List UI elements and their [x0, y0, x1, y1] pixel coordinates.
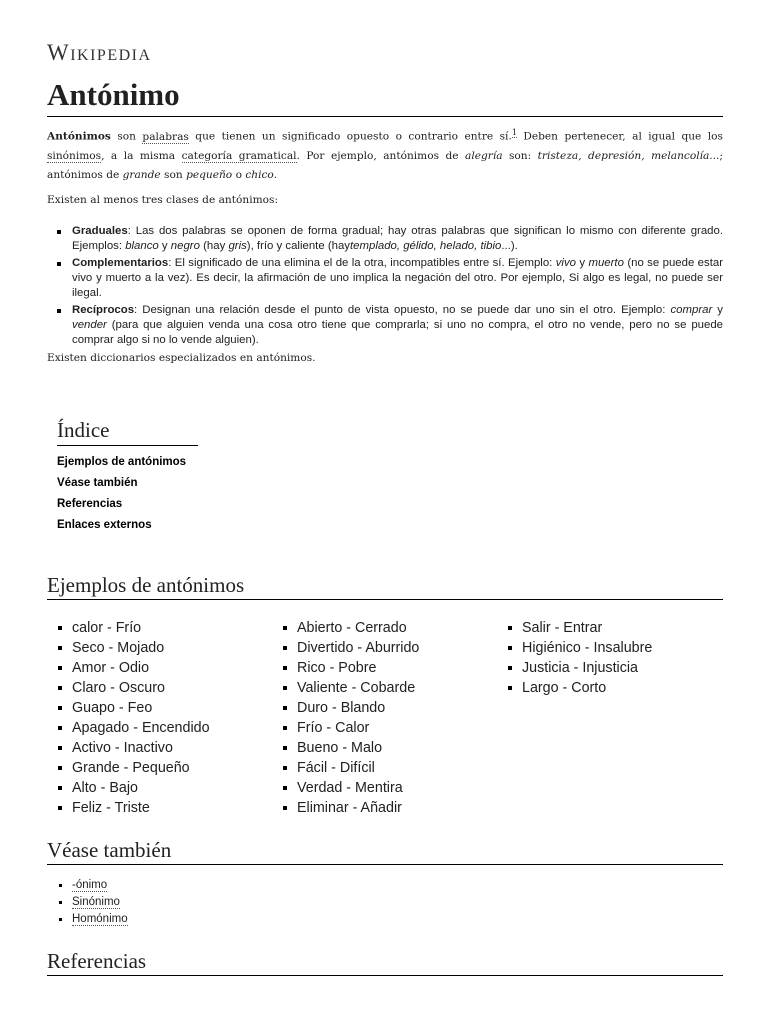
list-item: Verdad - Mentira — [272, 778, 419, 798]
intro-text: , a la misma — [101, 149, 182, 162]
list-item: Activo - Inactivo — [47, 738, 210, 758]
list-item: Justicia - Injusticia — [497, 658, 652, 678]
examples-column-1 — [47, 618, 210, 818]
link-palabras[interactable]: palabras — [142, 130, 189, 143]
list-item — [72, 224, 723, 254]
type-text: : Designan una relación desde el punto de vista opuesto, no se puede dar uno sin el otro. Ejemplo: — [134, 304, 671, 316]
list-item: Alto - Bajo — [47, 778, 210, 798]
list-item: Eliminar - Añadir — [272, 798, 419, 818]
toc-item-referencias[interactable]: Referencias — [57, 498, 123, 510]
link-sinonimos[interactable]: sinónimos — [47, 149, 102, 162]
link-homonimo[interactable]: Homónimo — [72, 913, 128, 925]
list-item — [47, 911, 128, 928]
list-item: Claro - Oscuro — [47, 678, 210, 698]
type-text: ), frío y caliente (hay — [246, 240, 350, 252]
type-text: (para que alguien venda una cosa otro tiene que comprarla; si uno no compra, el otro no vende, pero no se puede comprar algo si no lo vende alguien). — [72, 319, 723, 346]
intro-text: que tienen un significado opuesto o contrario entre sí. — [188, 130, 512, 143]
link-sinonimo[interactable]: Sinónimo — [72, 896, 120, 908]
examples-column-2 — [272, 618, 419, 818]
list-item — [72, 303, 723, 348]
wikipedia-logo[interactable]: Wikipedia — [47, 40, 152, 65]
list-item: Amor - Odio — [47, 658, 210, 678]
intro-text: son: — [502, 149, 538, 162]
classes-intro: Existen al menos tres clases de antónimos: — [47, 194, 279, 206]
type-example: comprar — [670, 304, 713, 316]
list-item: Divertido - Aburrido — [272, 638, 419, 658]
toc-item-ejemplos[interactable]: Ejemplos de antónimos — [57, 456, 187, 468]
list-item: calor - Frío — [47, 618, 210, 638]
type-example: negro — [170, 240, 200, 252]
list-item: Bueno - Malo — [272, 738, 419, 758]
type-text: y — [158, 240, 171, 252]
page-title: Antónimo — [47, 78, 723, 117]
type-example: muerto — [588, 257, 624, 269]
intro-example: alegría — [465, 149, 503, 162]
antonym-types-list — [47, 224, 723, 350]
intro-example: pequeño — [186, 168, 233, 181]
section-heading-vease: Véase también — [47, 838, 723, 865]
intro-text: . Por ejemplo, antónimos de — [296, 149, 465, 162]
list-item: Fácil - Difícil — [272, 758, 419, 778]
reference-link[interactable]: 1 — [511, 128, 517, 137]
list-item: Duro - Blando — [272, 698, 419, 718]
list-item: Higiénico - Insalubre — [497, 638, 652, 658]
intro-text: o — [232, 168, 246, 181]
intro-text: ; antónimos de — [47, 149, 723, 181]
list-item: Grande - Pequeño — [47, 758, 210, 778]
list-item — [72, 256, 723, 301]
type-example: vivo — [555, 257, 576, 269]
list-item: Largo - Corto — [497, 678, 652, 698]
type-text: ...). — [501, 240, 518, 252]
type-term: Graduales — [72, 225, 128, 237]
section-heading-referencias: Referencias — [47, 949, 723, 976]
type-text: y — [712, 304, 723, 316]
examples-column-3 — [497, 618, 652, 698]
type-text: : El significado de una elimina el de la otra, incompatibles entre sí. Ejemplo: — [168, 257, 556, 269]
list-item: Guapo - Feo — [47, 698, 210, 718]
toc-title: Índice — [57, 418, 198, 446]
intro-text: son — [110, 130, 143, 143]
list-item — [47, 894, 128, 911]
intro-term: Antónimos — [47, 130, 111, 143]
type-term: Complementarios — [72, 257, 169, 269]
list-item — [47, 877, 128, 894]
type-term: Recíprocos — [72, 304, 135, 316]
list-item: Salir - Entrar — [497, 618, 652, 638]
type-example: gris — [228, 240, 247, 252]
type-example: vender — [72, 319, 107, 331]
intro-example: tristeza, depresión, melancolía... — [537, 149, 720, 162]
list-item: Apagado - Encendido — [47, 718, 210, 738]
type-example: blanco — [125, 240, 159, 252]
type-text: : Las dos palabras se oponen de forma gradual; hay otras palabras que significan lo mismo con diferente grado. Ejemplos: — [72, 225, 723, 252]
table-of-contents — [57, 418, 198, 536]
intro-example: chico — [245, 168, 274, 181]
see-also-list — [47, 877, 128, 928]
list-item: Valiente - Cobarde — [272, 678, 419, 698]
toc-item-vease[interactable]: Véase también — [57, 477, 138, 489]
list-item: Rico - Pobre — [272, 658, 419, 678]
type-text: y — [576, 257, 589, 269]
toc-item-enlaces[interactable]: Enlaces externos — [57, 519, 152, 531]
link-onimo[interactable]: -ónimo — [72, 879, 108, 891]
list-item: Seco - Mojado — [47, 638, 210, 658]
type-text: (no se puede estar vivo y muerto a la vez). Es decir, la afirmación de uno implica la negación del otro. Por ejemplo, Si algo es legal, no puede ser ilegal. — [72, 257, 723, 299]
intro-example: grande — [122, 168, 161, 181]
link-categoria-gramatical[interactable]: categoría gramatical — [181, 149, 297, 162]
section-heading-ejemplos: Ejemplos de antónimos — [47, 573, 723, 600]
type-text: (hay — [199, 240, 229, 252]
intro-text: Deben pertenecer, al igual que los — [516, 130, 723, 143]
list-item: Abierto - Cerrado — [272, 618, 419, 638]
intro-text: son — [160, 168, 187, 181]
list-item: Feliz - Triste — [47, 798, 210, 818]
intro-text: . — [273, 168, 278, 181]
list-item: Frío - Calor — [272, 718, 419, 738]
intro-paragraph — [47, 123, 723, 185]
type-example: templado, gélido, helado, tibio — [350, 240, 502, 252]
dictionaries-paragraph: Existen diccionarios especializados en antónimos. — [47, 352, 316, 364]
